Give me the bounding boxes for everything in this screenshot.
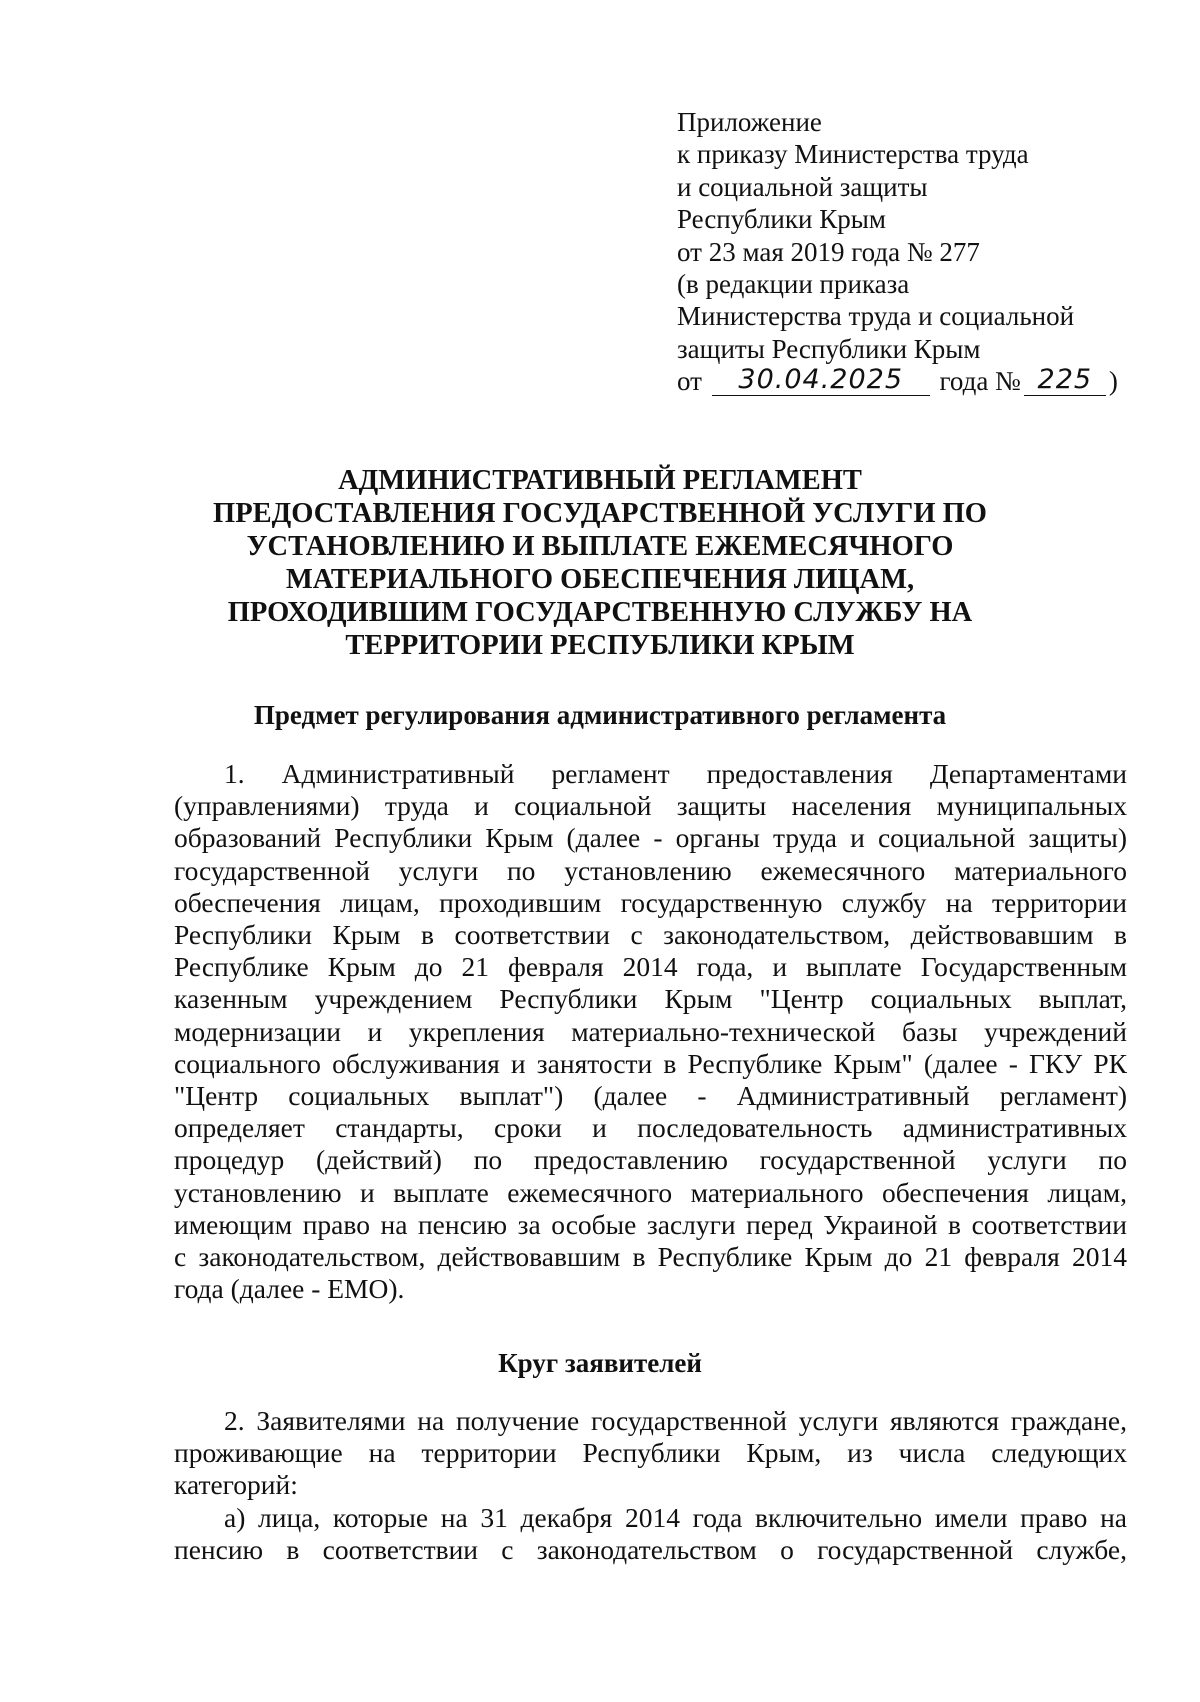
section-heading-applicants: Круг заявителей: [498, 1348, 702, 1378]
paragraph-2a: [174, 1502, 1127, 1566]
paragraph-line: 1. Административный регламент предоставления Департаментами: [224, 758, 1127, 789]
paragraph-line: обеспечения лицам, проходившим государственную службу на территории: [174, 886, 1127, 918]
paragraph-line: государственной услуги по установлению ежемесячного материального: [174, 854, 1127, 886]
handwritten-number: [1024, 365, 1106, 396]
paragraph-line: года (далее - ЕМО).: [174, 1273, 405, 1305]
paragraph-line: Республики Крым в соответствии с законодательством, действовавшим в: [174, 919, 1127, 951]
paragraph-line: а) лица, которые на 31 декабря 2014 года включительно имели право на: [224, 1502, 1127, 1533]
title-line: ПРОХОДИВШИМ ГОСУДАРСТВЕННУЮ СЛУЖБУ НА: [227, 597, 973, 628]
appendix-line: от 23 мая 2019 года № 277: [677, 236, 980, 267]
paragraph-line: "Центр социальных выплат") (далее - Административный регламент): [174, 1080, 1127, 1112]
handwritten-date-value: 30.04.2025: [738, 364, 903, 396]
title-line: ПРЕДОСТАВЛЕНИЯ ГОСУДАРСТВЕННОЙ УСЛУГИ ПО: [213, 498, 987, 529]
section-heading-subject: Предмет регулирования административного регламента: [253, 700, 947, 730]
handwritten-date: [712, 365, 930, 396]
appendix-line: Министерства труда и социальной: [677, 301, 1075, 332]
paragraph-line: процедур (действий) по предоставлению государственной услуги по: [174, 1144, 1127, 1176]
paragraph-line: имеющим право на пенсию за особые заслуги перед Украиной в соответствии: [174, 1208, 1127, 1240]
appendix-line: Приложение: [677, 107, 822, 137]
paragraph-line: с законодательством, действовавшим в Республике Крым до 21 февраля 2014: [174, 1241, 1127, 1273]
paragraph-line: пенсию в соответствии с законодательством о государственной службе,: [174, 1534, 1127, 1566]
paragraph-line: (управлениями) труда и социальной защиты населения муниципальных: [174, 790, 1127, 822]
paragraph-2: [174, 1405, 1127, 1502]
paragraph-line: категорий:: [174, 1469, 298, 1501]
paragraph-line: 2. Заявителями на получение государственной услуги являются граждане,: [224, 1405, 1127, 1436]
year-number-label: года №: [939, 366, 1021, 397]
appendix-line: (в редакции приказа: [677, 269, 910, 300]
closing-paren: ): [1108, 366, 1118, 397]
appendix-line: и социальной защиты: [677, 171, 928, 202]
paragraph-line: модернизации и укрепления материально-технической базы учреждений: [174, 1015, 1127, 1047]
amendment-order-line: [677, 365, 1157, 397]
paragraph-line: Республике Крым до 21 февраля 2014 года, и выплате Государственным: [174, 951, 1127, 983]
appendix-line: защиты Республики Крым: [677, 333, 981, 364]
title-line: АДМИНИСТРАТИВНЫЙ РЕГЛАМЕНТ: [338, 465, 862, 496]
paragraph-line: образований Республики Крым (далее - органы труда и социальной защиты): [174, 822, 1127, 854]
paragraph-line: установлению и выплате ежемесячного материального обеспечения лицам,: [174, 1176, 1127, 1208]
from-prefix: от: [677, 366, 702, 397]
handwritten-number-value: 225: [1037, 364, 1093, 396]
paragraph-1: [174, 758, 1127, 1305]
appendix-line: Республики Крым: [677, 204, 886, 235]
appendix-header: [677, 106, 1157, 398]
paragraph-line: социального обслуживания и занятости в Республике Крым" (далее - ГКУ РК: [174, 1047, 1127, 1079]
appendix-line: к приказу Министерства труда: [677, 139, 1029, 170]
paragraph-line: определяет стандарты, сроки и последовательность административных: [174, 1112, 1127, 1144]
title-line: МАТЕРИАЛЬНОГО ОБЕСПЕЧЕНИЯ ЛИЦАМ,: [285, 564, 915, 595]
document-title: [150, 464, 1050, 662]
paragraph-line: казенным учреждением Республики Крым "Центр социальных выплат,: [174, 983, 1127, 1015]
paragraph-line: проживающие на территории Республики Крым, из числа следующих: [174, 1437, 1127, 1469]
title-line: ТЕРРИТОРИИ РЕСПУБЛИКИ КРЫМ: [345, 630, 855, 661]
title-line: УСТАНОВЛЕНИЮ И ВЫПЛАТЕ ЕЖЕМЕСЯЧНОГО: [246, 531, 954, 562]
